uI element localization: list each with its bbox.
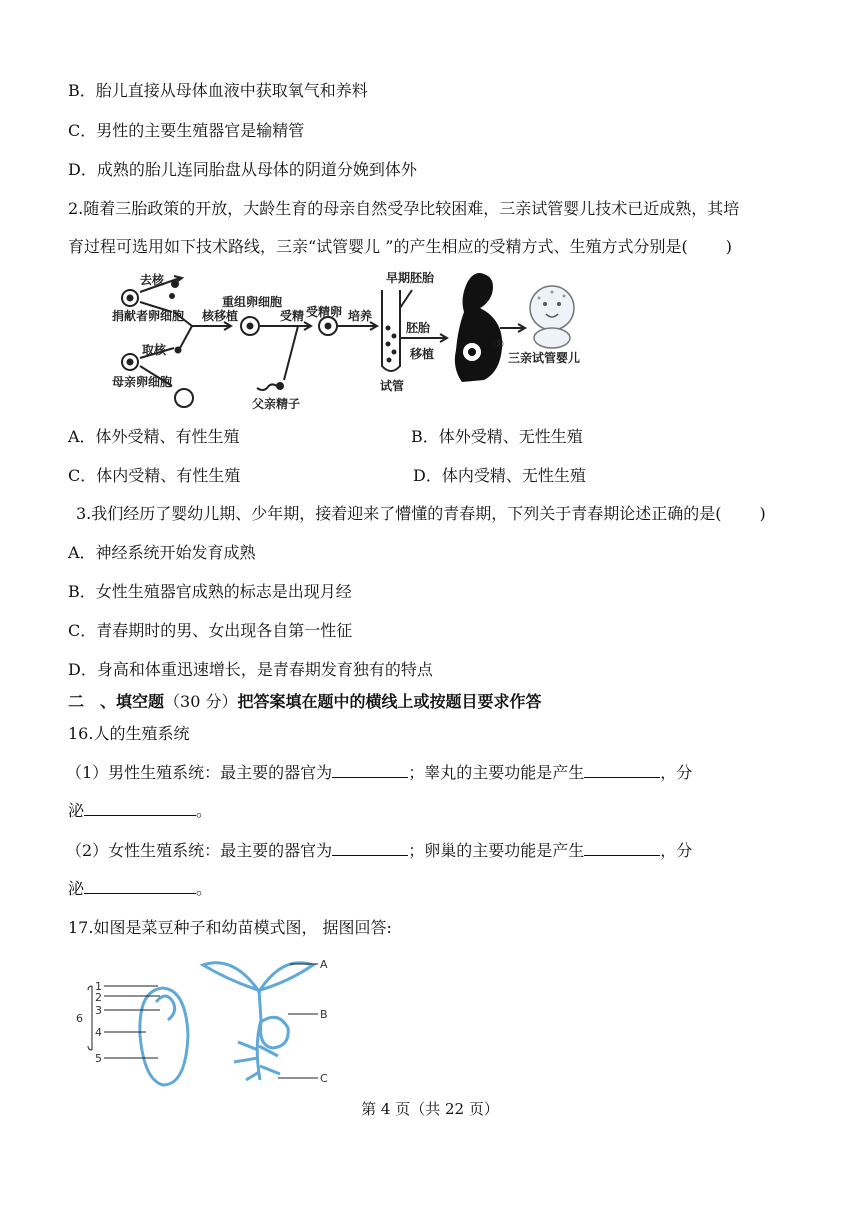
q1-option-d: D．成熟的胎儿连同胎盘从母体的阴道分娩到体外	[68, 160, 417, 179]
q3-option-c: C．青春期时的男、女出现各自第一性征	[68, 621, 353, 640]
section-title: 填空题	[116, 692, 165, 711]
label-early-embryo: 早期胚胎	[386, 271, 435, 285]
q2-option-b: B．体外受精、无性生殖	[411, 427, 583, 446]
q16-p1-text-d: 泌	[68, 801, 85, 820]
q16-p2-text-d: 泌	[68, 879, 85, 898]
q2-stem-line1: 2.随着三胎政策的开放，大龄生育的母亲自然受孕比较困难，三亲试管婴儿技术已近成熟，其培	[68, 199, 740, 218]
seed-label-3: 3	[95, 1004, 102, 1017]
label-extract-nucleus: 取核	[142, 343, 167, 357]
q3-option-a: A．神经系统开始发育成熟	[68, 543, 256, 562]
label-fertilized-egg: 受精卵	[306, 305, 343, 319]
q3-option-d: D．身高和体重迅速增长，是青春期发育独有的特点	[68, 660, 433, 679]
answer-blank[interactable]	[584, 761, 660, 778]
q17-stem: 17.如图是菜豆种子和幼苗模式图， 据图回答:	[68, 918, 392, 937]
label-fertilize: 受精	[280, 309, 305, 323]
q1-option-c: C．男性的主要生殖器官是输精管	[68, 121, 305, 140]
label-embryo: 胚胎	[406, 321, 431, 335]
q16-p2-text-b: ；卵巢的主要功能是产生	[408, 841, 585, 860]
bean-seed-seedling-diagram	[68, 950, 348, 1090]
q16-title: 16.人的生殖系统	[68, 724, 190, 743]
seed-label-1: 1	[95, 980, 102, 993]
seed-label-2: 2	[95, 991, 102, 1004]
q2-stem-close: )	[725, 237, 732, 256]
answer-blank[interactable]	[84, 799, 196, 816]
q1-option-b: B．胎儿直接从母体血液中获取氧气和养料	[68, 81, 368, 100]
ivf-process-diagram	[112, 268, 612, 414]
label-test-tube: 试管	[380, 379, 405, 393]
section-heading	[68, 691, 542, 713]
section-number: 二 、	[68, 692, 117, 711]
answer-blank[interactable]	[332, 761, 408, 778]
label-circled-one: ①	[494, 337, 505, 351]
pregnant-mother-icon	[455, 273, 505, 382]
q16-p2-text-c: ，分	[660, 841, 693, 860]
answer-blank[interactable]	[584, 839, 660, 856]
q2-option-c: C．体内受精、有性生殖	[68, 466, 241, 485]
q16-part2-line2	[68, 877, 212, 900]
answer-blank[interactable]	[84, 877, 196, 894]
label-donor-egg: 捐献者卵细胞	[112, 309, 185, 323]
q2-option-d: D．体内受精、无性生殖	[413, 466, 586, 485]
label-recombined-egg: 重组卵细胞	[222, 295, 283, 309]
seedling-label-b: B	[320, 1008, 328, 1021]
q2-stem-line2	[68, 236, 732, 258]
label-culture: 培养	[348, 309, 373, 323]
label-father-sperm: 父亲精子	[252, 397, 301, 411]
label-enucleate: 去核	[140, 273, 165, 287]
q16-part1-line2	[68, 799, 212, 822]
q2-stem-text: 育过程可选用如下技术路线，三亲“试管婴儿 ”的产生相应的受精方式、生殖方式分别是(	[68, 237, 688, 256]
answer-blank[interactable]	[332, 839, 408, 856]
q16-part1-line1	[66, 761, 692, 784]
seed-label-4: 4	[95, 1026, 102, 1039]
q16-p1-text-e: 。	[196, 801, 213, 820]
q16-p2-text-a: （2）女性生殖系统：最主要的器官为	[66, 841, 333, 860]
label-nuclear-transfer: 核移植	[202, 309, 239, 323]
label-mother-egg: 母亲卵细胞	[112, 375, 173, 389]
q16-p2-text-e: 。	[196, 879, 213, 898]
seedling-label-a: A	[320, 958, 328, 971]
page-footer: 第 4 页（共 22 页）	[361, 1100, 499, 1118]
baby-icon	[530, 286, 574, 348]
seedling-label-c: C	[320, 1072, 328, 1085]
section-instruction: 把答案填在题中的横线上或按题目要求作答	[237, 692, 542, 711]
q16-p1-text-a: （1）男性生殖系统：最主要的器官为	[66, 763, 333, 782]
seed-label-6: 6	[76, 1012, 83, 1025]
q16-p1-text-b: ；睾丸的主要功能是产生	[408, 763, 585, 782]
q3-option-b: B．女性生殖器官成熟的标志是出现月经	[68, 582, 352, 601]
label-transfer: 移植	[410, 347, 435, 361]
q2-option-a: A．体外受精、有性生殖	[68, 427, 240, 446]
section-score: （30 分）	[164, 692, 238, 711]
q3-stem-text: 3.我们经历了婴幼儿期、少年期，接着迎来了懵懂的青春期，下列关于青春期论述正确的是(	[76, 504, 722, 523]
q3-stem	[76, 503, 766, 525]
q3-stem-close: )	[759, 504, 766, 523]
label-three-parent-baby: 三亲试管婴儿	[508, 351, 581, 365]
seed-label-5: 5	[95, 1052, 102, 1065]
q16-p1-text-c: ，分	[660, 763, 693, 782]
q16-part2-line1	[66, 839, 692, 862]
